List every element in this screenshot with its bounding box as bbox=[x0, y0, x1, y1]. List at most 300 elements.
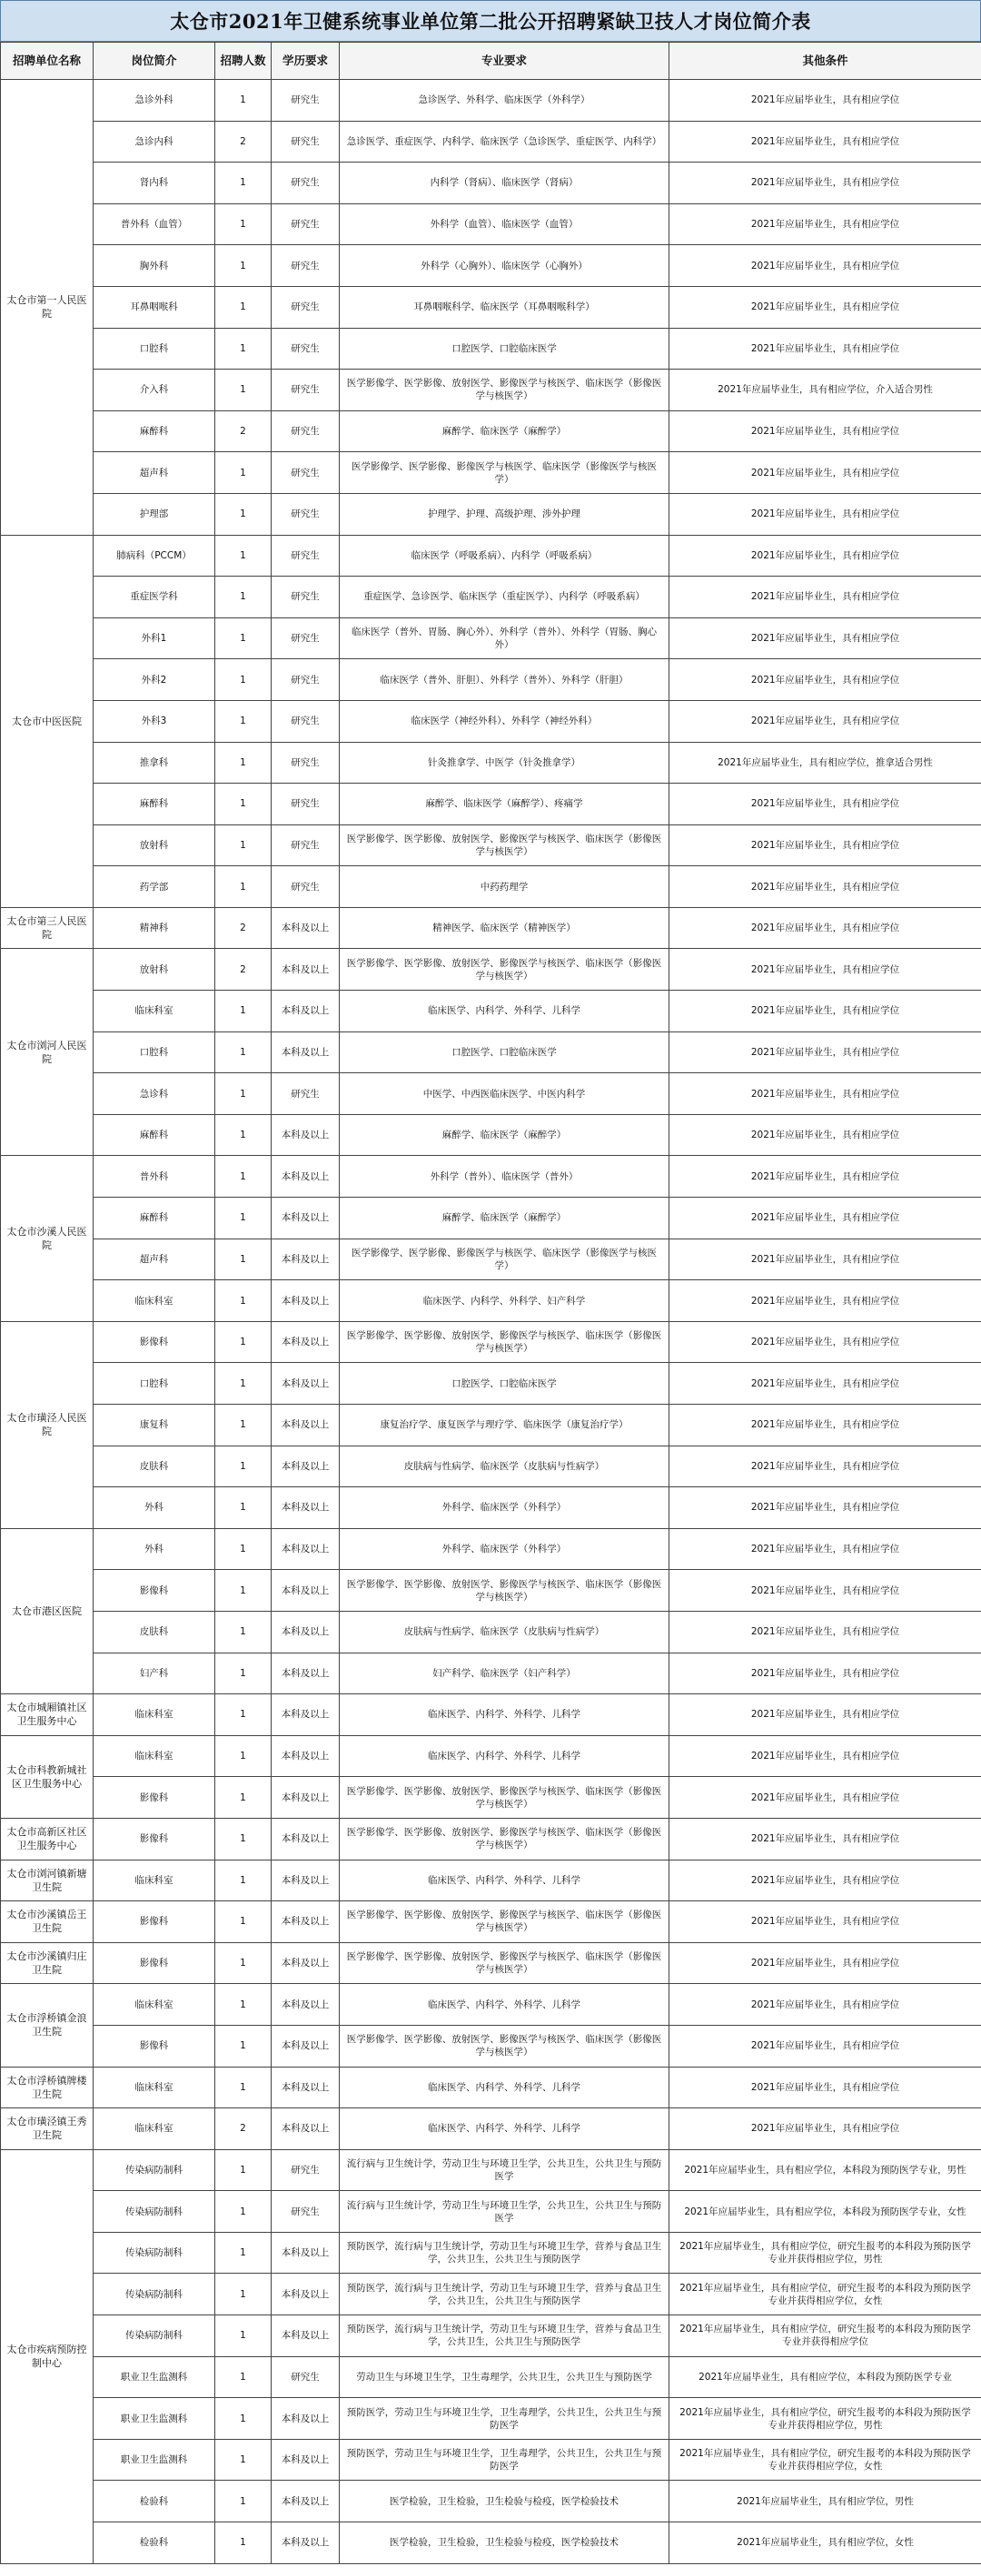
table-row bbox=[1, 493, 981, 535]
page-title: 太仓市2021年卫健系统事业单位第二批公开招聘紧缺卫技人才岗位简介表 bbox=[0, 0, 981, 42]
table-row bbox=[1, 163, 981, 204]
count-cell: 1 bbox=[215, 452, 272, 494]
count-cell: 1 bbox=[215, 80, 272, 122]
position-cell: 超声科 bbox=[94, 1239, 215, 1280]
count-cell: 1 bbox=[215, 203, 272, 245]
position-cell: 口腔科 bbox=[94, 328, 215, 370]
unit-name-cell: 太仓市浮桥镇牌楼卫生院 bbox=[1, 2067, 94, 2108]
other-cell: 2021年应届毕业生，具有相应学位 bbox=[669, 824, 981, 866]
major-cell: 急诊医学、重症医学、内科学、临床医学（急诊医学、重症医学、内科学） bbox=[340, 121, 669, 163]
table-row bbox=[1, 1363, 981, 1405]
count-cell: 1 bbox=[215, 2315, 272, 2357]
unit-name-cell: 太仓市疾病预防控制中心 bbox=[1, 2149, 94, 2563]
other-cell: 2021年应届毕业生，具有相应学位，本科段为预防医学专业，男性 bbox=[669, 2149, 981, 2191]
major-cell: 劳动卫生与环境卫生学，卫生毒理学，公共卫生，公共卫生与预防医学 bbox=[340, 2356, 669, 2398]
other-cell: 2021年应届毕业生，具有相应学位 bbox=[669, 1198, 981, 1239]
position-cell: 职业卫生监测科 bbox=[94, 2398, 215, 2440]
other-cell: 2021年应届毕业生，具有相应学位 bbox=[669, 700, 981, 742]
table-row bbox=[1, 2315, 981, 2357]
other-cell: 2021年应届毕业生，具有相应学位 bbox=[669, 866, 981, 908]
table-row bbox=[1, 1570, 981, 1612]
header-unit: 招聘单位名称 bbox=[1, 43, 94, 80]
count-cell: 1 bbox=[215, 742, 272, 784]
other-cell: 2021年应届毕业生，具有相应学位 bbox=[669, 1280, 981, 1322]
table-row bbox=[1, 1280, 981, 1322]
count-cell: 1 bbox=[215, 2356, 272, 2398]
table-row bbox=[1, 1528, 981, 1570]
count-cell: 1 bbox=[215, 659, 272, 701]
position-cell: 放射科 bbox=[94, 824, 215, 866]
education-cell: 本科及以上 bbox=[272, 1984, 340, 2026]
position-cell: 职业卫生监测科 bbox=[94, 2439, 215, 2481]
table-row bbox=[1, 2067, 981, 2108]
table-row bbox=[1, 410, 981, 452]
other-cell: 2021年应届毕业生，具有相应学位，本科段为预防医学专业，女性 bbox=[669, 2191, 981, 2233]
table-row bbox=[1, 121, 981, 163]
count-cell: 1 bbox=[215, 1653, 272, 1694]
table-row bbox=[1, 1984, 981, 2026]
header-education: 学历要求 bbox=[272, 43, 340, 80]
table-body bbox=[1, 80, 981, 2564]
major-cell: 重症医学、急诊医学、临床医学（重症医学）、内科学（呼吸系病） bbox=[340, 577, 669, 618]
position-cell: 急诊科 bbox=[94, 1073, 215, 1115]
count-cell: 1 bbox=[215, 1777, 272, 1819]
education-cell: 研究生 bbox=[272, 577, 340, 618]
table-row bbox=[1, 1239, 981, 1280]
position-cell: 外科 bbox=[94, 1528, 215, 1570]
education-cell: 本科及以上 bbox=[272, 1487, 340, 1529]
education-cell: 研究生 bbox=[272, 2191, 340, 2233]
major-cell: 外科学（心胸外）、临床医学（心胸外） bbox=[340, 245, 669, 287]
unit-name-cell: 太仓市港区医院 bbox=[1, 1528, 94, 1693]
unit-name-cell: 太仓市沙溪镇归庄卫生院 bbox=[1, 1942, 94, 1984]
major-cell: 医学影像学、医学影像、放射医学、影像医学与核医学、临床医学（影像医学与核医学） bbox=[340, 2025, 669, 2067]
count-cell: 1 bbox=[215, 617, 272, 659]
major-cell: 针灸推拿学、中医学（针灸推拿学） bbox=[340, 742, 669, 784]
major-cell: 医学检验，卫生检验，卫生检验与检疫，医学检验技术 bbox=[340, 2522, 669, 2564]
education-cell: 本科及以上 bbox=[272, 1901, 340, 1943]
major-cell: 预防医学，劳动卫生与环境卫生学，卫生毒理学，公共卫生，公共卫生与预防医学 bbox=[340, 2439, 669, 2481]
education-cell: 本科及以上 bbox=[272, 2067, 340, 2108]
count-cell: 1 bbox=[215, 1528, 272, 1570]
other-cell: 2021年应届毕业生，具有相应学位 bbox=[669, 1735, 981, 1777]
education-cell: 研究生 bbox=[272, 617, 340, 659]
education-cell: 本科及以上 bbox=[272, 1405, 340, 1446]
table-row bbox=[1, 2232, 981, 2274]
other-cell: 2021年应届毕业生，具有相应学位 bbox=[669, 1528, 981, 1570]
table-row bbox=[1, 1901, 981, 1943]
other-cell: 2021年应届毕业生，具有相应学位 bbox=[669, 1156, 981, 1198]
count-cell: 1 bbox=[215, 2439, 272, 2481]
other-cell: 2021年应届毕业生，具有相应学位 bbox=[669, 617, 981, 659]
count-cell: 1 bbox=[215, 286, 272, 328]
table-row bbox=[1, 1446, 981, 1487]
major-cell: 麻醉学、临床医学（麻醉学） bbox=[340, 410, 669, 452]
position-cell: 临床科室 bbox=[94, 991, 215, 1032]
table-row bbox=[1, 1735, 981, 1777]
education-cell: 本科及以上 bbox=[272, 2315, 340, 2357]
major-cell: 康复治疗学、康复医学与理疗学、临床医学（康复治疗学） bbox=[340, 1405, 669, 1446]
major-cell: 医学影像学、医学影像、影像医学与核医学、临床医学（影像医学与核医学） bbox=[340, 452, 669, 494]
table-row bbox=[1, 80, 981, 122]
other-cell: 2021年应届毕业生，具有相应学位 bbox=[669, 1860, 981, 1901]
count-cell: 1 bbox=[215, 1321, 272, 1363]
other-cell: 2021年应届毕业生，具有相应学位 bbox=[669, 1901, 981, 1943]
other-cell: 2021年应届毕业生，具有相应学位 bbox=[669, 949, 981, 991]
position-cell: 皮肤科 bbox=[94, 1611, 215, 1653]
count-cell: 1 bbox=[215, 1611, 272, 1653]
position-cell: 临床科室 bbox=[94, 1735, 215, 1777]
other-cell: 2021年应届毕业生，具有相应学位 bbox=[669, 1487, 981, 1529]
count-cell: 1 bbox=[215, 328, 272, 370]
table-row bbox=[1, 1860, 981, 1901]
count-cell: 1 bbox=[215, 1818, 272, 1860]
major-cell: 皮肤病与性病学、临床医学（皮肤病与性病学） bbox=[340, 1446, 669, 1487]
table-row bbox=[1, 2522, 981, 2564]
position-cell: 药学部 bbox=[94, 866, 215, 908]
major-cell: 护理学、护理、高级护理、涉外护理 bbox=[340, 493, 669, 535]
major-cell: 医学影像学、医学影像、放射医学、影像医学与核医学、临床医学（影像医学与核医学） bbox=[340, 1570, 669, 1612]
table-row bbox=[1, 784, 981, 825]
table-row bbox=[1, 2356, 981, 2398]
other-cell: 2021年应届毕业生，具有相应学位 bbox=[669, 121, 981, 163]
table-row bbox=[1, 535, 981, 577]
education-cell: 本科及以上 bbox=[272, 1198, 340, 1239]
education-cell: 研究生 bbox=[272, 452, 340, 494]
education-cell: 本科及以上 bbox=[272, 2274, 340, 2315]
table-row bbox=[1, 1777, 981, 1819]
position-cell: 康复科 bbox=[94, 1405, 215, 1446]
table-row bbox=[1, 617, 981, 659]
education-cell: 研究生 bbox=[272, 410, 340, 452]
position-cell: 检验科 bbox=[94, 2481, 215, 2522]
table-row bbox=[1, 1156, 981, 1198]
table-row bbox=[1, 1321, 981, 1363]
education-cell: 研究生 bbox=[272, 80, 340, 122]
education-cell: 本科及以上 bbox=[272, 2439, 340, 2481]
other-cell: 2021年应届毕业生，具有相应学位 bbox=[669, 1984, 981, 2026]
education-cell: 本科及以上 bbox=[272, 2481, 340, 2522]
table-row bbox=[1, 1818, 981, 1860]
count-cell: 1 bbox=[215, 1694, 272, 1736]
education-cell: 研究生 bbox=[272, 203, 340, 245]
position-cell: 影像科 bbox=[94, 1570, 215, 1612]
position-cell: 口腔科 bbox=[94, 1031, 215, 1073]
major-cell: 医学检验，卫生检验，卫生检验与检疫，医学检验技术 bbox=[340, 2481, 669, 2522]
other-cell: 2021年应届毕业生，具有相应学位 bbox=[669, 1777, 981, 1819]
education-cell: 本科及以上 bbox=[272, 1280, 340, 1322]
header-major: 专业要求 bbox=[340, 43, 669, 80]
other-cell: 2021年应届毕业生，具有相应学位 bbox=[669, 245, 981, 287]
education-cell: 本科及以上 bbox=[272, 1735, 340, 1777]
education-cell: 研究生 bbox=[272, 1073, 340, 1115]
unit-name-cell: 太仓市沙溪镇岳王卫生院 bbox=[1, 1901, 94, 1943]
count-cell: 2 bbox=[215, 410, 272, 452]
unit-name-cell: 太仓市璜泾人民医院 bbox=[1, 1321, 94, 1528]
count-cell: 1 bbox=[215, 2025, 272, 2067]
other-cell: 2021年应届毕业生，具有相应学位 bbox=[669, 2025, 981, 2067]
other-cell: 2021年应届毕业生，具有相应学位 bbox=[669, 1114, 981, 1156]
major-cell: 临床医学（神经外科）、外科学（神经外科） bbox=[340, 700, 669, 742]
other-cell: 2021年应届毕业生，具有相应学位 bbox=[669, 328, 981, 370]
unit-name-cell: 太仓市沙溪人民医院 bbox=[1, 1156, 94, 1321]
other-cell: 2021年应届毕业生，具有相应学位 bbox=[669, 1363, 981, 1405]
education-cell: 研究生 bbox=[272, 328, 340, 370]
count-cell: 1 bbox=[215, 535, 272, 577]
education-cell: 研究生 bbox=[272, 245, 340, 287]
count-cell: 1 bbox=[215, 1156, 272, 1198]
count-cell: 1 bbox=[215, 1363, 272, 1405]
other-cell: 2021年应届毕业生，具有相应学位 bbox=[669, 1611, 981, 1653]
count-cell: 1 bbox=[215, 1984, 272, 2026]
education-cell: 本科及以上 bbox=[272, 2108, 340, 2150]
major-cell: 医学影像学、医学影像、放射医学、影像医学与核医学、临床医学（影像医学与核医学） bbox=[340, 370, 669, 411]
other-cell: 2021年应届毕业生，具有相应学位 bbox=[669, 163, 981, 204]
major-cell: 临床医学、内科学、外科学、儿科学 bbox=[340, 1735, 669, 1777]
major-cell: 临床医学、内科学、外科学、儿科学 bbox=[340, 1984, 669, 2026]
header-other: 其他条件 bbox=[669, 43, 981, 80]
positions-table bbox=[0, 42, 981, 2564]
position-cell: 传染病防制科 bbox=[94, 2315, 215, 2357]
table-row bbox=[1, 907, 981, 949]
other-cell: 2021年应届毕业生，具有相应学位 bbox=[669, 1446, 981, 1487]
education-cell: 本科及以上 bbox=[272, 1570, 340, 1612]
count-cell: 1 bbox=[215, 700, 272, 742]
count-cell: 1 bbox=[215, 1446, 272, 1487]
position-cell: 临床科室 bbox=[94, 1694, 215, 1736]
count-cell: 1 bbox=[215, 245, 272, 287]
other-cell: 2021年应届毕业生，具有相应学位 bbox=[669, 1570, 981, 1612]
major-cell: 口腔医学、口腔临床医学 bbox=[340, 1031, 669, 1073]
table-row bbox=[1, 2481, 981, 2522]
other-cell: 2021年应届毕业生，具有相应学位 bbox=[669, 80, 981, 122]
position-cell: 介入科 bbox=[94, 370, 215, 411]
count-cell: 1 bbox=[215, 493, 272, 535]
count-cell: 1 bbox=[215, 1487, 272, 1529]
table-row bbox=[1, 742, 981, 784]
major-cell: 医学影像学、医学影像、放射医学、影像医学与核医学、临床医学（影像医学与核医学） bbox=[340, 949, 669, 991]
count-cell: 1 bbox=[215, 1570, 272, 1612]
education-cell: 研究生 bbox=[272, 535, 340, 577]
other-cell: 2021年应届毕业生，具有相应学位，女性 bbox=[669, 2522, 981, 2564]
count-cell: 1 bbox=[215, 866, 272, 908]
position-cell: 普外科 bbox=[94, 1156, 215, 1198]
position-cell: 口腔科 bbox=[94, 1363, 215, 1405]
table-row bbox=[1, 1073, 981, 1115]
count-cell: 1 bbox=[215, 2274, 272, 2315]
table-row bbox=[1, 1942, 981, 1984]
other-cell: 2021年应届毕业生，具有相应学位 bbox=[669, 535, 981, 577]
position-cell: 麻醉科 bbox=[94, 410, 215, 452]
count-cell: 1 bbox=[215, 1405, 272, 1446]
major-cell: 临床医学、内科学、外科学、儿科学 bbox=[340, 2108, 669, 2150]
education-cell: 研究生 bbox=[272, 866, 340, 908]
position-cell: 传染病防制科 bbox=[94, 2191, 215, 2233]
major-cell: 预防医学，流行病与卫生统计学，劳动卫生与环境卫生学，营养与食品卫生学，公共卫生，公共卫生与预防医学 bbox=[340, 2232, 669, 2274]
position-cell: 妇产科 bbox=[94, 1653, 215, 1694]
position-cell: 影像科 bbox=[94, 1818, 215, 1860]
education-cell: 本科及以上 bbox=[272, 1031, 340, 1073]
count-cell: 1 bbox=[215, 1239, 272, 1280]
header-position: 岗位简介 bbox=[94, 43, 215, 80]
table-row bbox=[1, 1405, 981, 1446]
position-cell: 普外科（血管） bbox=[94, 203, 215, 245]
other-cell: 2021年应届毕业生，具有相应学位 bbox=[669, 784, 981, 825]
education-cell: 本科及以上 bbox=[272, 2522, 340, 2564]
table-row bbox=[1, 203, 981, 245]
education-cell: 本科及以上 bbox=[272, 2232, 340, 2274]
major-cell: 耳鼻咽喉科学、临床医学（耳鼻咽喉科学） bbox=[340, 286, 669, 328]
major-cell: 临床医学（普外、胃肠、胸心外）、外科学（普外）、外科学（胃肠、胸心外） bbox=[340, 617, 669, 659]
education-cell: 本科及以上 bbox=[272, 1239, 340, 1280]
position-cell: 耳鼻咽喉科 bbox=[94, 286, 215, 328]
other-cell: 2021年应届毕业生，具有相应学位，研究生报考的本科段为预防医学专业并获得相应学位，女性 bbox=[669, 2439, 981, 2481]
unit-name-cell: 太仓市城厢镇社区卫生服务中心 bbox=[1, 1694, 94, 1736]
education-cell: 本科及以上 bbox=[272, 1321, 340, 1363]
other-cell: 2021年应届毕业生，具有相应学位 bbox=[669, 1942, 981, 1984]
education-cell: 本科及以上 bbox=[272, 1653, 340, 1694]
major-cell: 医学影像学、医学影像、放射医学、影像医学与核医学、临床医学（影像医学与核医学） bbox=[340, 1901, 669, 1943]
major-cell: 临床医学（呼吸系病）、内科学（呼吸系病） bbox=[340, 535, 669, 577]
education-cell: 本科及以上 bbox=[272, 949, 340, 991]
other-cell: 2021年应届毕业生，具有相应学位 bbox=[669, 286, 981, 328]
position-cell: 推拿科 bbox=[94, 742, 215, 784]
other-cell: 2021年应届毕业生，具有相应学位 bbox=[669, 1818, 981, 1860]
position-cell: 临床科室 bbox=[94, 1860, 215, 1901]
table-row bbox=[1, 2108, 981, 2150]
other-cell: 2021年应届毕业生，具有相应学位 bbox=[669, 1405, 981, 1446]
other-cell: 2021年应届毕业生，具有相应学位 bbox=[669, 1694, 981, 1736]
education-cell: 本科及以上 bbox=[272, 1942, 340, 1984]
major-cell: 内科学（肾病）、临床医学（肾病） bbox=[340, 163, 669, 204]
count-cell: 1 bbox=[215, 2398, 272, 2440]
position-cell: 精神科 bbox=[94, 907, 215, 949]
position-cell: 传染病防制科 bbox=[94, 2274, 215, 2315]
education-cell: 研究生 bbox=[272, 659, 340, 701]
count-cell: 1 bbox=[215, 2191, 272, 2233]
education-cell: 本科及以上 bbox=[272, 1156, 340, 1198]
other-cell: 2021年应届毕业生，具有相应学位，研究生报考的本科段为预防医学专业并获得相应学位 bbox=[669, 2315, 981, 2357]
table-row bbox=[1, 991, 981, 1032]
position-cell: 影像科 bbox=[94, 1901, 215, 1943]
education-cell: 本科及以上 bbox=[272, 1528, 340, 1570]
header-row bbox=[1, 43, 981, 80]
unit-name-cell: 太仓市中医医院 bbox=[1, 535, 94, 907]
count-cell: 1 bbox=[215, 2067, 272, 2108]
table-row bbox=[1, 286, 981, 328]
position-cell: 急诊外科 bbox=[94, 80, 215, 122]
position-cell: 传染病防制科 bbox=[94, 2149, 215, 2191]
major-cell: 预防医学，流行病与卫生统计学，劳动卫生与环境卫生学，营养与食品卫生学，公共卫生，公共卫生与预防医学 bbox=[340, 2274, 669, 2315]
position-cell: 外科 bbox=[94, 1487, 215, 1529]
education-cell: 本科及以上 bbox=[272, 1363, 340, 1405]
count-cell: 1 bbox=[215, 163, 272, 204]
count-cell: 1 bbox=[215, 1901, 272, 1943]
major-cell: 急诊医学、外科学、临床医学（外科学） bbox=[340, 80, 669, 122]
unit-name-cell: 太仓市浏河镇新塘卫生院 bbox=[1, 1860, 94, 1901]
table-row bbox=[1, 328, 981, 370]
major-cell: 临床医学、内科学、外科学、儿科学 bbox=[340, 1694, 669, 1736]
major-cell: 外科学、临床医学（外科学） bbox=[340, 1528, 669, 1570]
education-cell: 研究生 bbox=[272, 2356, 340, 2398]
other-cell: 2021年应届毕业生，具有相应学位，研究生报考的本科段为预防医学专业并获得相应学位，男性 bbox=[669, 2398, 981, 2440]
count-cell: 1 bbox=[215, 991, 272, 1032]
other-cell: 2021年应届毕业生，具有相应学位 bbox=[669, 659, 981, 701]
count-cell: 1 bbox=[215, 577, 272, 618]
position-cell: 外科1 bbox=[94, 617, 215, 659]
major-cell: 麻醉学、临床医学（麻醉学） bbox=[340, 1114, 669, 1156]
table-row bbox=[1, 245, 981, 287]
other-cell: 2021年应届毕业生，具有相应学位 bbox=[669, 203, 981, 245]
major-cell: 外科学、临床医学（外科学） bbox=[340, 1487, 669, 1529]
education-cell: 研究生 bbox=[272, 700, 340, 742]
table-row bbox=[1, 949, 981, 991]
position-cell: 麻醉科 bbox=[94, 784, 215, 825]
unit-name-cell: 太仓市璜泾镇王秀卫生院 bbox=[1, 2108, 94, 2150]
education-cell: 本科及以上 bbox=[272, 1694, 340, 1736]
count-cell: 1 bbox=[215, 1073, 272, 1115]
unit-name-cell: 太仓市第三人民医院 bbox=[1, 907, 94, 949]
position-cell: 职业卫生监测科 bbox=[94, 2356, 215, 2398]
education-cell: 本科及以上 bbox=[272, 1818, 340, 1860]
other-cell: 2021年应届毕业生，具有相应学位 bbox=[669, 452, 981, 494]
position-cell: 皮肤科 bbox=[94, 1446, 215, 1487]
major-cell: 医学影像学、医学影像、放射医学、影像医学与核医学、临床医学（影像医学与核医学） bbox=[340, 1777, 669, 1819]
position-cell: 外科3 bbox=[94, 700, 215, 742]
count-cell: 2 bbox=[215, 907, 272, 949]
other-cell: 2021年应届毕业生，具有相应学位 bbox=[669, 577, 981, 618]
major-cell: 医学影像学、医学影像、放射医学、影像医学与核医学、临床医学（影像医学与核医学） bbox=[340, 824, 669, 866]
major-cell: 临床医学、内科学、外科学、儿科学 bbox=[340, 991, 669, 1032]
unit-name-cell: 太仓市科教新城社区卫生服务中心 bbox=[1, 1735, 94, 1818]
major-cell: 妇产科学、临床医学（妇产科学） bbox=[340, 1653, 669, 1694]
count-cell: 1 bbox=[215, 370, 272, 411]
other-cell: 2021年应届毕业生，具有相应学位，研究生报考的本科段为预防医学专业并获得相应学位，女性 bbox=[669, 2274, 981, 2315]
major-cell: 外科学（普外）、临床医学（普外） bbox=[340, 1156, 669, 1198]
major-cell: 医学影像学、医学影像、放射医学、影像医学与核医学、临床医学（影像医学与核医学） bbox=[340, 1818, 669, 1860]
table-row bbox=[1, 1198, 981, 1239]
position-cell: 放射科 bbox=[94, 949, 215, 991]
unit-name-cell: 太仓市高新区社区卫生服务中心 bbox=[1, 1818, 94, 1860]
education-cell: 研究生 bbox=[272, 824, 340, 866]
other-cell: 2021年应届毕业生，具有相应学位 bbox=[669, 1239, 981, 1280]
major-cell: 预防医学，流行病与卫生统计学，劳动卫生与环境卫生学，营养与食品卫生学，公共卫生，公共卫生与预防医学 bbox=[340, 2315, 669, 2357]
other-cell: 2021年应届毕业生，具有相应学位 bbox=[669, 1321, 981, 1363]
other-cell: 2021年应届毕业生，具有相应学位 bbox=[669, 1653, 981, 1694]
table-row bbox=[1, 1114, 981, 1156]
major-cell: 麻醉学、临床医学（麻醉学） bbox=[340, 1198, 669, 1239]
position-cell: 影像科 bbox=[94, 1942, 215, 1984]
position-cell: 麻醉科 bbox=[94, 1114, 215, 1156]
education-cell: 研究生 bbox=[272, 286, 340, 328]
position-cell: 护理部 bbox=[94, 493, 215, 535]
table-row bbox=[1, 1611, 981, 1653]
count-cell: 1 bbox=[215, 1198, 272, 1239]
position-cell: 超声科 bbox=[94, 452, 215, 494]
education-cell: 本科及以上 bbox=[272, 1611, 340, 1653]
count-cell: 2 bbox=[215, 121, 272, 163]
position-cell: 影像科 bbox=[94, 2025, 215, 2067]
table-row bbox=[1, 2439, 981, 2481]
count-cell: 2 bbox=[215, 2108, 272, 2150]
table-row bbox=[1, 577, 981, 618]
education-cell: 研究生 bbox=[272, 121, 340, 163]
position-cell: 影像科 bbox=[94, 1321, 215, 1363]
other-cell: 2021年应届毕业生，具有相应学位 bbox=[669, 991, 981, 1032]
education-cell: 本科及以上 bbox=[272, 907, 340, 949]
major-cell: 医学影像学、医学影像、影像医学与核医学、临床医学（影像医学与核医学） bbox=[340, 1239, 669, 1280]
position-cell: 外科2 bbox=[94, 659, 215, 701]
